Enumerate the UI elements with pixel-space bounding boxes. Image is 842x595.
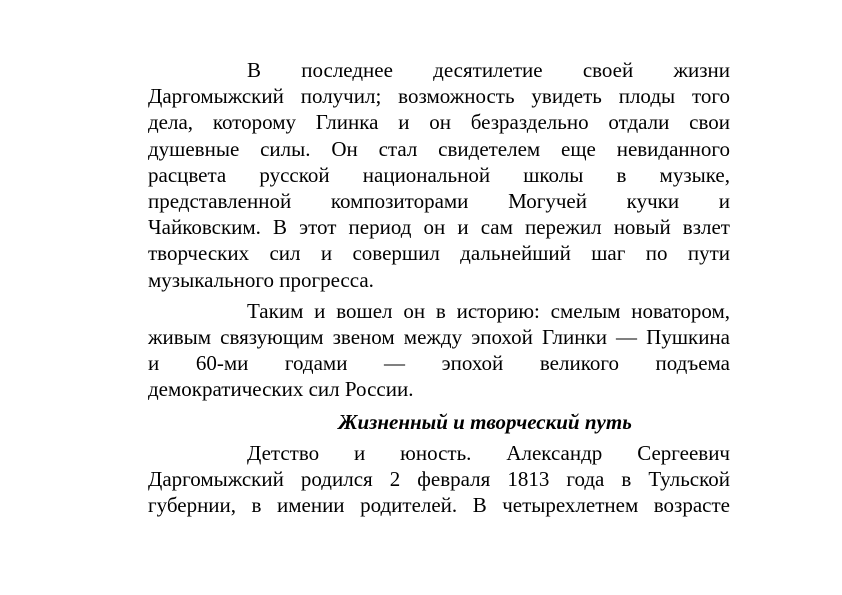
paragraph-line: душевные силы. Он стал свидетелем еще невиданного [148,136,730,161]
paragraph-line: демократических сил России. [148,377,414,402]
paragraph-line: живым связующим звеном между эпохой Глинки — Пушкина [148,325,730,350]
paragraph-line: В последнее десятилетие своей жизни [247,58,730,82]
paragraph-line: дела, которому Глинка и он безраздельно отдали свои [148,110,730,135]
paragraph-line: творческих сил и совершил дальнейший шаг по пути [148,241,730,266]
paragraph-line: Даргомыжский родился 2 февраля 1813 года в Тульской [148,466,730,491]
paragraph-line: Чайковским. В этот период он и сам пережил новый взлет [148,215,730,240]
paragraph-1 [148,57,730,293]
paragraph-line: расцвета русской национальной школы в музыке, [148,162,730,187]
paragraph-line: Детство и юность. Александр Сергеевич [247,440,730,465]
paragraph-line: губернии, в имении родителей. В четырехлетнем возрасте [148,493,730,518]
paragraph-2 [148,298,730,403]
section-heading: Жизненный и творческий путь [338,409,632,434]
paragraph-line: и 60-ми годами — эпохой великого подъема [148,351,730,376]
paragraph-line: Таким и вошел он в историю: смелым новатором, [247,298,730,323]
paragraph-line: музыкального прогресса. [148,267,374,292]
paragraph-line: представленной композиторами Могучей кучки и [148,189,730,214]
paragraph-3 [148,440,730,519]
text-body [148,57,730,518]
paragraph-line: Даргомыжский получил; возможность увидеть плоды того [148,84,730,109]
